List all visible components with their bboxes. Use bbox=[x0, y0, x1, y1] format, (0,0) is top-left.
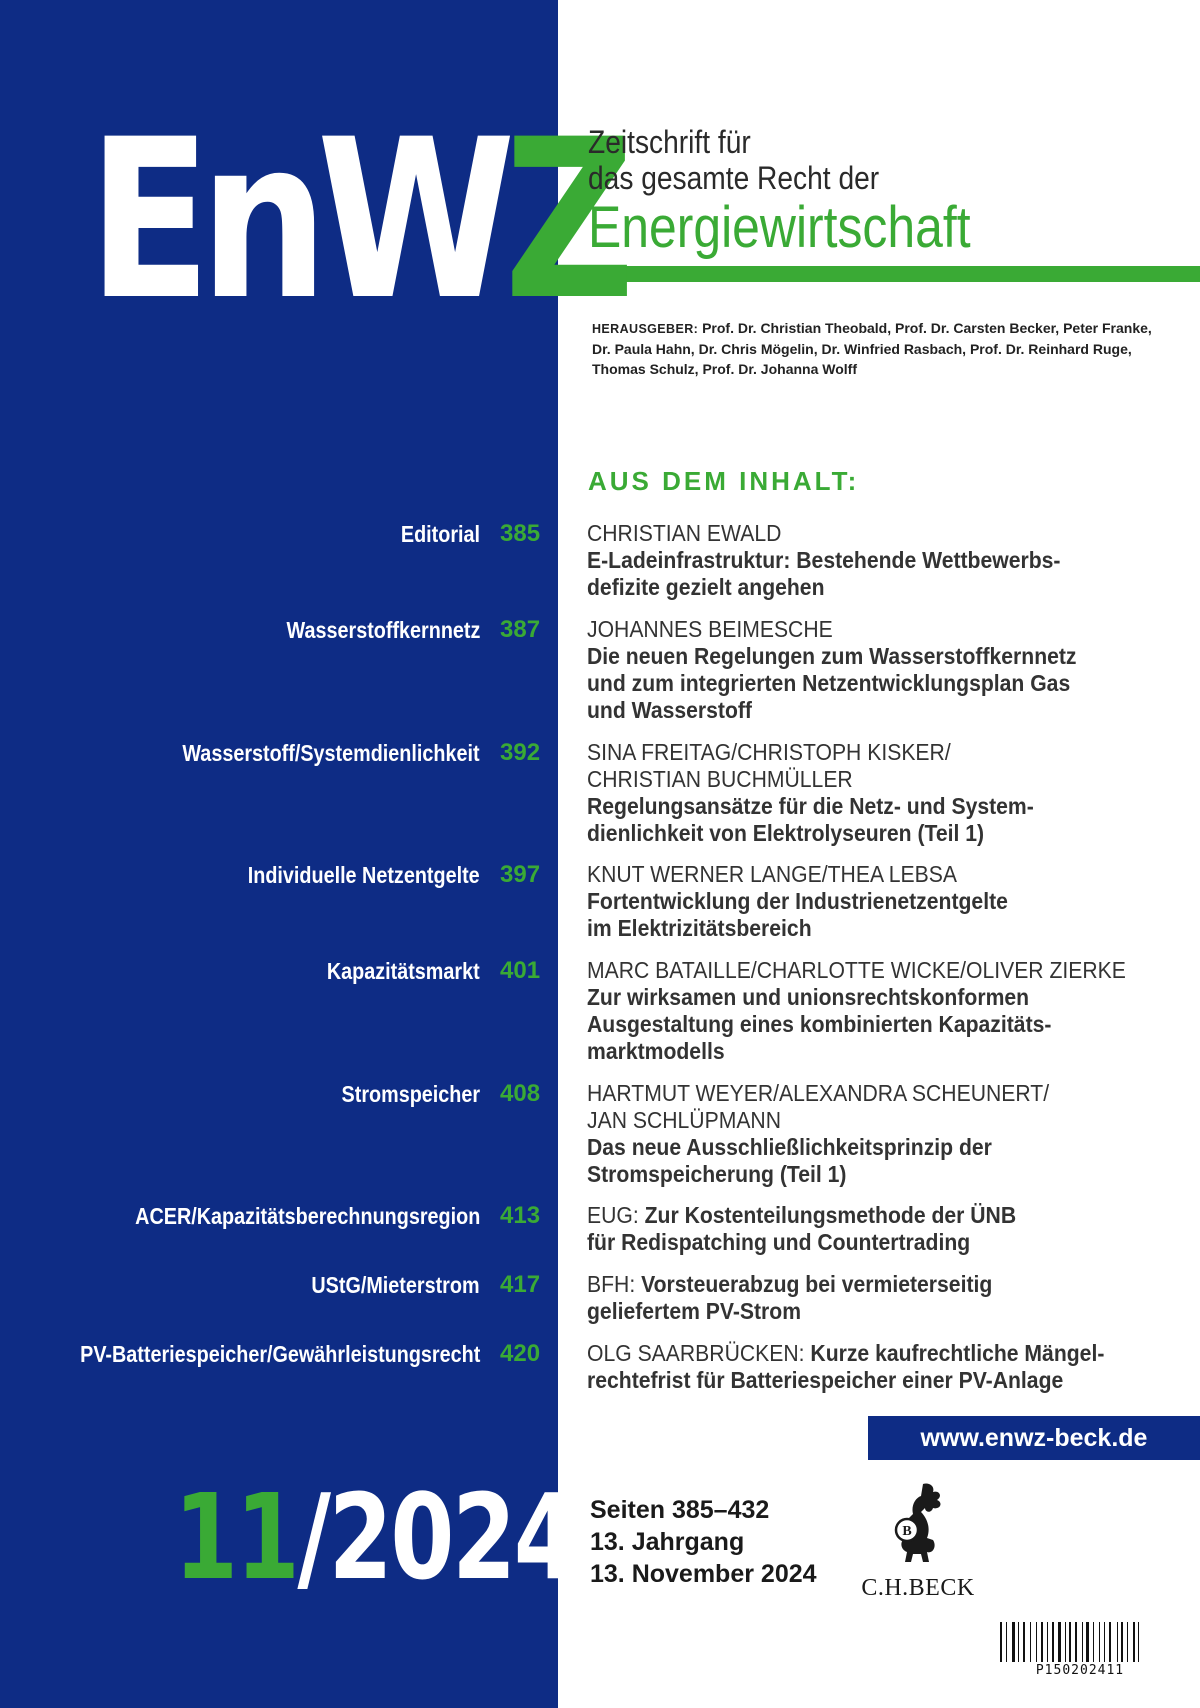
journal-subtitle bbox=[588, 124, 1033, 260]
barcode-bar bbox=[1119, 1622, 1120, 1662]
toc-title-line: Fortentwicklung der Industrienetzentgelte bbox=[587, 888, 1008, 914]
barcode-bar bbox=[1058, 1622, 1061, 1662]
barcode-bar bbox=[1016, 1622, 1017, 1662]
barcode-bar bbox=[1012, 1622, 1015, 1662]
contents-heading: AUS DEM INHALT: bbox=[588, 466, 860, 496]
toc-title-line: dienlichkeit von Elektrolyseuren (Teil 1) bbox=[587, 820, 985, 846]
svg-text:B: B bbox=[902, 1524, 912, 1539]
barcode-bar bbox=[1004, 1622, 1005, 1662]
barcode-number: P150202411 bbox=[1035, 1663, 1125, 1678]
barcode-bar bbox=[1112, 1622, 1115, 1662]
logo-accent: Z bbox=[504, 92, 624, 348]
toc-topic: ACER/Kapazitätsberechnungsregion bbox=[134, 1203, 480, 1229]
subtitle-line-2: das gesamte Recht der bbox=[588, 160, 880, 196]
barcode-bar bbox=[1036, 1622, 1037, 1662]
barcode-bar bbox=[1084, 1622, 1085, 1662]
barcode-bars bbox=[1000, 1622, 1160, 1662]
barcode-bar bbox=[1041, 1622, 1043, 1662]
toc-article bbox=[587, 739, 1177, 847]
barcode-bar bbox=[1008, 1622, 1010, 1662]
barcode-bar bbox=[1026, 1622, 1028, 1662]
toc-topic: Kapazitätsmarkt bbox=[327, 958, 480, 984]
barcode-bar bbox=[1117, 1622, 1118, 1662]
toc-title-line: für Redispatching und Countertrading bbox=[587, 1229, 971, 1255]
barcode-bar bbox=[1078, 1622, 1080, 1662]
barcode-bar bbox=[1101, 1622, 1103, 1662]
barcode-bar bbox=[1082, 1622, 1083, 1662]
toc-page-number: 385 bbox=[500, 520, 541, 547]
toc-page-number: 401 bbox=[500, 957, 541, 984]
website-link[interactable]: www.enwz-beck.de bbox=[868, 1416, 1200, 1460]
toc-title-line: rechtefrist für Batteriespeicher einer PV-Anlage bbox=[587, 1367, 1064, 1393]
barcode-bar bbox=[1109, 1622, 1111, 1662]
barcode-bar bbox=[1095, 1622, 1097, 1662]
barcode-bar bbox=[1049, 1622, 1051, 1662]
toc-court: OLG SAARBRÜCKEN: bbox=[587, 1340, 805, 1366]
barcode-bar bbox=[1141, 1622, 1144, 1662]
toc-title-line: Das neue Ausschließlichkeitsprinzip der bbox=[587, 1134, 992, 1160]
barcode-bar bbox=[1044, 1622, 1045, 1662]
barcode-bar bbox=[1021, 1622, 1022, 1662]
barcode-bar bbox=[1099, 1622, 1100, 1662]
barcode-bar bbox=[1056, 1622, 1057, 1662]
toc-authors: KNUT WERNER LANGE/THEA LEBSA bbox=[587, 861, 958, 887]
toc-topic: Wasserstoff/Systemdienlichkeit bbox=[182, 740, 480, 766]
barcode-bar bbox=[1000, 1622, 1002, 1662]
barcode-bar bbox=[1093, 1622, 1094, 1662]
toc-article bbox=[587, 861, 1177, 942]
toc-title-line: Kurze kaufrechtliche Mängel- bbox=[810, 1340, 1105, 1366]
toc-page-number: 387 bbox=[500, 616, 541, 643]
barcode-bar bbox=[1125, 1622, 1126, 1662]
toc-article bbox=[587, 1202, 1177, 1256]
toc-title-line: marktmodells bbox=[587, 1038, 725, 1064]
issue-volume: 13. Jahrgang bbox=[590, 1528, 745, 1556]
toc-page-number: 417 bbox=[500, 1271, 541, 1298]
toc-title-line: und Wasserstoff bbox=[587, 697, 752, 723]
barcode-bar bbox=[1018, 1622, 1019, 1662]
toc-topic: Stromspeicher bbox=[341, 1081, 480, 1107]
barcode-bar bbox=[1107, 1622, 1108, 1662]
publisher-logo bbox=[858, 1478, 978, 1602]
toc-title-line: Zur Kostenteilungsmethode der ÜNB bbox=[644, 1202, 1017, 1228]
barcode-bar bbox=[1104, 1622, 1105, 1662]
barcode-bar bbox=[1039, 1622, 1040, 1662]
barcode-bar bbox=[1065, 1622, 1066, 1662]
toc-court-title bbox=[587, 1340, 1130, 1367]
issue-meta bbox=[590, 1494, 817, 1590]
barcode-bar bbox=[1030, 1622, 1031, 1662]
toc-topic: PV-Batteriespeicher/Gewährleistungsrecht bbox=[79, 1341, 480, 1367]
editors-label: HERAUSGEBER: bbox=[592, 322, 699, 336]
barcode-bar bbox=[1136, 1622, 1137, 1662]
toc-authors: JOHANNES BEIMESCHE bbox=[587, 616, 833, 642]
toc-authors: CHRISTIAN BUCHMÜLLER bbox=[587, 766, 853, 792]
barcode-bar bbox=[1062, 1622, 1063, 1662]
barcode-bar bbox=[1121, 1622, 1123, 1662]
toc-article bbox=[587, 957, 1177, 1065]
toc-title-line: Regelungsansätze für die Netz- und System- bbox=[587, 793, 1034, 819]
toc-article bbox=[587, 520, 1177, 601]
editors-names: Prof. Dr. Christian Theobald, Prof. Dr. Carsten Becker, Peter Franke, Dr. Paula Hahn, Dr. Chris Mögelin, Dr. Winfried Rasbach, Prof. Dr. Reinhard Ruge, Thomas Schulz, Prof. Dr. Johanna Wolff bbox=[592, 320, 1152, 377]
toc-article bbox=[587, 1271, 1177, 1325]
toc-article bbox=[587, 1340, 1177, 1394]
toc-authors: JAN SCHLÜPMANN bbox=[587, 1107, 782, 1133]
toc-title-line: Ausgestaltung eines kombinierten Kapazitäts- bbox=[587, 1011, 1052, 1037]
toc-page-number: 408 bbox=[500, 1080, 541, 1107]
toc-authors: SINA FREITAG/CHRISTOPH KISKER/ bbox=[587, 739, 951, 765]
barcode-bar bbox=[1032, 1622, 1035, 1662]
subtitle-line-1: Zeitschrift für bbox=[588, 124, 751, 160]
toc-page-number: 413 bbox=[500, 1202, 541, 1229]
toc-authors: HARTMUT WEYER/ALEXANDRA SCHEUNERT/ bbox=[587, 1080, 1050, 1106]
editors-block bbox=[592, 318, 1152, 379]
barcode-bar bbox=[1086, 1622, 1089, 1662]
barcode-bar bbox=[1138, 1622, 1139, 1662]
toc-page-number: 397 bbox=[500, 861, 541, 888]
toc-topic: Editorial bbox=[400, 521, 480, 547]
toc-topic: UStG/Mieterstrom bbox=[311, 1272, 480, 1298]
toc-title-line: und zum integrierten Netzentwicklungsplan Gas bbox=[587, 670, 1071, 696]
barcode-bar bbox=[1069, 1622, 1071, 1662]
barcode-bar bbox=[1133, 1622, 1135, 1662]
barcode-bar bbox=[1067, 1622, 1068, 1662]
issue-num: 11 bbox=[174, 1468, 298, 1606]
publisher-name: C.H.BECK bbox=[861, 1575, 975, 1601]
toc-court: EUG: bbox=[587, 1202, 639, 1228]
issue-date: 13. November 2024 bbox=[590, 1560, 817, 1588]
logo-main: EnW bbox=[88, 92, 505, 348]
barcode-bar bbox=[1129, 1622, 1131, 1662]
toc-court: BFH: bbox=[587, 1271, 636, 1297]
toc-title-line: Vorsteuerabzug bei vermieterseitig bbox=[641, 1271, 993, 1297]
toc-court-title bbox=[587, 1202, 1130, 1229]
toc-authors: MARC BATAILLE/CHARLOTTE WICKE/OLIVER ZIERKE bbox=[587, 957, 1126, 983]
barcode bbox=[1000, 1622, 1160, 1678]
toc-article bbox=[587, 1080, 1177, 1188]
issue-pages: Seiten 385–432 bbox=[590, 1496, 770, 1524]
barcode-bar bbox=[1023, 1622, 1025, 1662]
toc-page-number: 420 bbox=[500, 1340, 541, 1367]
toc-title-line: Stromspeicherung (Teil 1) bbox=[587, 1161, 847, 1187]
barcode-bar bbox=[1006, 1622, 1007, 1662]
barcode-bar bbox=[1091, 1622, 1092, 1662]
barcode-bar bbox=[1127, 1622, 1128, 1662]
toc-page-number: 392 bbox=[500, 739, 541, 766]
toc-court-title bbox=[587, 1271, 1130, 1298]
toc-topic: Individuelle Netzentgelte bbox=[248, 862, 480, 888]
barcode-bar bbox=[1073, 1622, 1074, 1662]
toc-title-line: E-Ladeinfrastruktur: Bestehende Wettbewerbs- bbox=[587, 547, 1061, 573]
toc-authors: CHRISTIAN EWALD bbox=[587, 520, 782, 546]
barcode-bar bbox=[1047, 1622, 1048, 1662]
subtitle-energiewirtschaft: Energiewirtschaft bbox=[588, 195, 971, 260]
barcode-bar bbox=[1052, 1622, 1054, 1662]
toc-title-line: geliefertem PV-Strom bbox=[587, 1298, 802, 1324]
issue-number bbox=[174, 1468, 576, 1606]
toc-title-line: Zur wirksamen und unionsrechtskonformen bbox=[587, 984, 1030, 1010]
toc-title-line: defizite gezielt angehen bbox=[587, 574, 825, 600]
toc-article bbox=[587, 616, 1177, 724]
toc-title-line: Die neuen Regelungen zum Wasserstoffkernnetz bbox=[587, 643, 1077, 669]
toc-topic: Wasserstoffkernnetz bbox=[286, 617, 480, 643]
toc-title-line: im Elektrizitätsbereich bbox=[587, 915, 812, 941]
griffin-icon bbox=[873, 1478, 963, 1568]
barcode-bar bbox=[1075, 1622, 1077, 1662]
issue-year: /2024 bbox=[297, 1468, 576, 1606]
